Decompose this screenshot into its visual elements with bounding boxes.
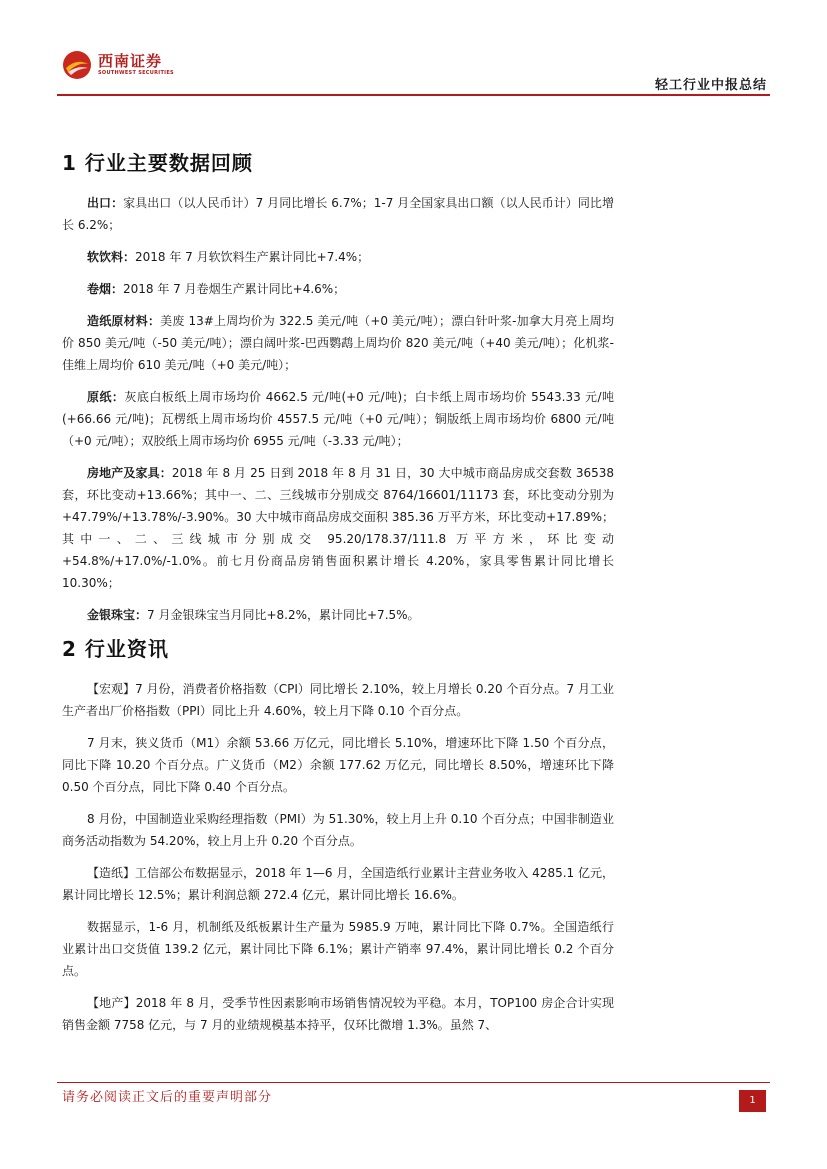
item-label: 软饮料： [87, 250, 136, 264]
news-paragraph: 【宏观】7 月份，消费者价格指数（CPI）同比增长 2.10%，较上月增长 0.20 个百分点。7 月工业生产者出厂价格指数（PPI）同比上升 4.60%，较上月下降 0.10 个百分点。 [62, 682, 614, 718]
news-paragraph: 7 月末，狭义货币（M1）余额 53.66 万亿元，同比增长 5.10%，增速环比下降 1.50 个百分点，同比下降 10.20 个百分点。广义货币（M2）余额 177.62 万亿元，同比增长 8.50%，增速环比下降 0.50 个百分点，同比下降 0.40 个百分点。 [62, 736, 614, 794]
item-label: 造纸原材料： [87, 314, 161, 328]
footer-disclaimer: 请务必阅读正文后的重要声明部分 [62, 1090, 273, 1105]
logo-cn-text: 西南证券 [98, 52, 163, 70]
main-content [62, 150, 614, 1046]
item-text: 2018 年 7 月软饮料生产累计同比+7.4%； [135, 250, 370, 264]
item-text: 7 月金银珠宝当月同比+8.2%，累计同比+7.5%。 [147, 608, 420, 622]
item-label: 原纸： [87, 390, 125, 404]
news-paragraph: 【造纸】工信部公布数据显示，2018 年 1—6 月，全国造纸行业累计主营业务收入 4285.1 亿元，累计同比增长 12.5%；累计利润总额 272.4 亿元，累计同比增长 16.6%。 [62, 866, 614, 902]
item-text: 2018 年 7 月卷烟生产累计同比+4.6%； [123, 282, 346, 296]
logo-icon [62, 50, 92, 80]
item-label: 房地产及家具： [87, 466, 172, 480]
news-paragraph: 8 月份，中国制造业采购经理指数（PMI）为 51.30%，较上月上升 0.10 个百分点；中国非制造业商务活动指数为 54.20%，较上月上升 0.20 个百分点。 [62, 812, 614, 848]
logo-en-text: SOUTHWEST SECURITIES [98, 70, 174, 76]
header-divider [57, 94, 770, 96]
data-item-jewelry [62, 604, 614, 626]
item-text: 家具出口（以人民币计）7 月同比增长 6.7%；1-7 月全国家具出口额（以人民币计）同比增长 6.2%； [62, 196, 614, 232]
item-text: 灰底白板纸上周市场均价 4662.5 元/吨(+0 元/吨)；白卡纸上周市场均价 5543.33 元/吨(+66.66 元/吨)；瓦楞纸上周市场均价 4557.5 元/吨（+0 元/吨）；铜版纸上周市场均价 6800 元/吨（+0 元/吨）；双胶纸上周市场均价 6955 元/吨（-3.33 元/吨）； [62, 390, 614, 448]
data-item-soft-drinks [62, 246, 614, 268]
section-1-heading: 1 行业主要数据回顾 [62, 151, 253, 175]
item-label: 卷烟： [87, 282, 124, 296]
report-title: 轻工行业中报总结 [654, 78, 767, 93]
data-item-export [62, 192, 614, 236]
news-paragraph: 【地产】2018 年 8 月，受季节性因素影响市场销售情况较为平稳。本月，TOP100 房企合计实现销售金额 7758 亿元，与 7 月的业绩规模基本持平，仅环比微增 1.3%。虽然 7、 [62, 996, 614, 1032]
data-item-cigarettes [62, 278, 614, 300]
item-label: 金银珠宝： [87, 608, 148, 622]
page-header [0, 0, 827, 100]
item-text: 2018 年 8 月 25 日到 2018 年 8 月 31 日，30 大中城市商品房成交套数 36538 套，环比变动+13.66%；其中一、二、三线城市分别成交 8764/16601/11173 套，环比变动分别为+47.79%/+13.78%/-3.90%。30 大中城市商品房成交面积 385.36 万平方米，环比变动+17.89%；其中一、二、三线城市分别成交 95.20/178.37/111.8 万平方米，环比变动+54.8%/+17.0%/-1.0%。前七月份商品房销售面积累计增长 4.20%，家具零售累计同比增长 10.30%； [62, 466, 614, 590]
company-logo [62, 50, 174, 80]
data-item-base-paper [62, 386, 614, 452]
data-item-paper-materials [62, 310, 614, 376]
item-text: 美废 13#上周均价为 322.5 美元/吨（+0 美元/吨）；漂白针叶浆-加拿大月亮上周均价 850 美元/吨（-50 美元/吨）；漂白阔叶浆-巴西鹦鹉上周均价 820 美元/吨（+40 美元/吨）；化机浆-佳维上周均价 610 美元/吨（+0 美元/吨）； [62, 314, 614, 372]
section-2-heading: 2 行业资讯 [62, 637, 169, 661]
page-number: 1 [739, 1090, 766, 1112]
item-label: 出口： [87, 196, 124, 210]
footer-divider [57, 1082, 770, 1083]
news-paragraph: 数据显示，1-6 月，机制纸及纸板累计生产量为 5985.9 万吨，累计同比下降 0.7%。全国造纸行业累计出口交货值 139.2 亿元，累计同比下降 6.1%；累计产销率 97.4%，累计同比增长 0.2 个百分点。 [62, 920, 614, 978]
data-item-real-estate [62, 462, 614, 594]
